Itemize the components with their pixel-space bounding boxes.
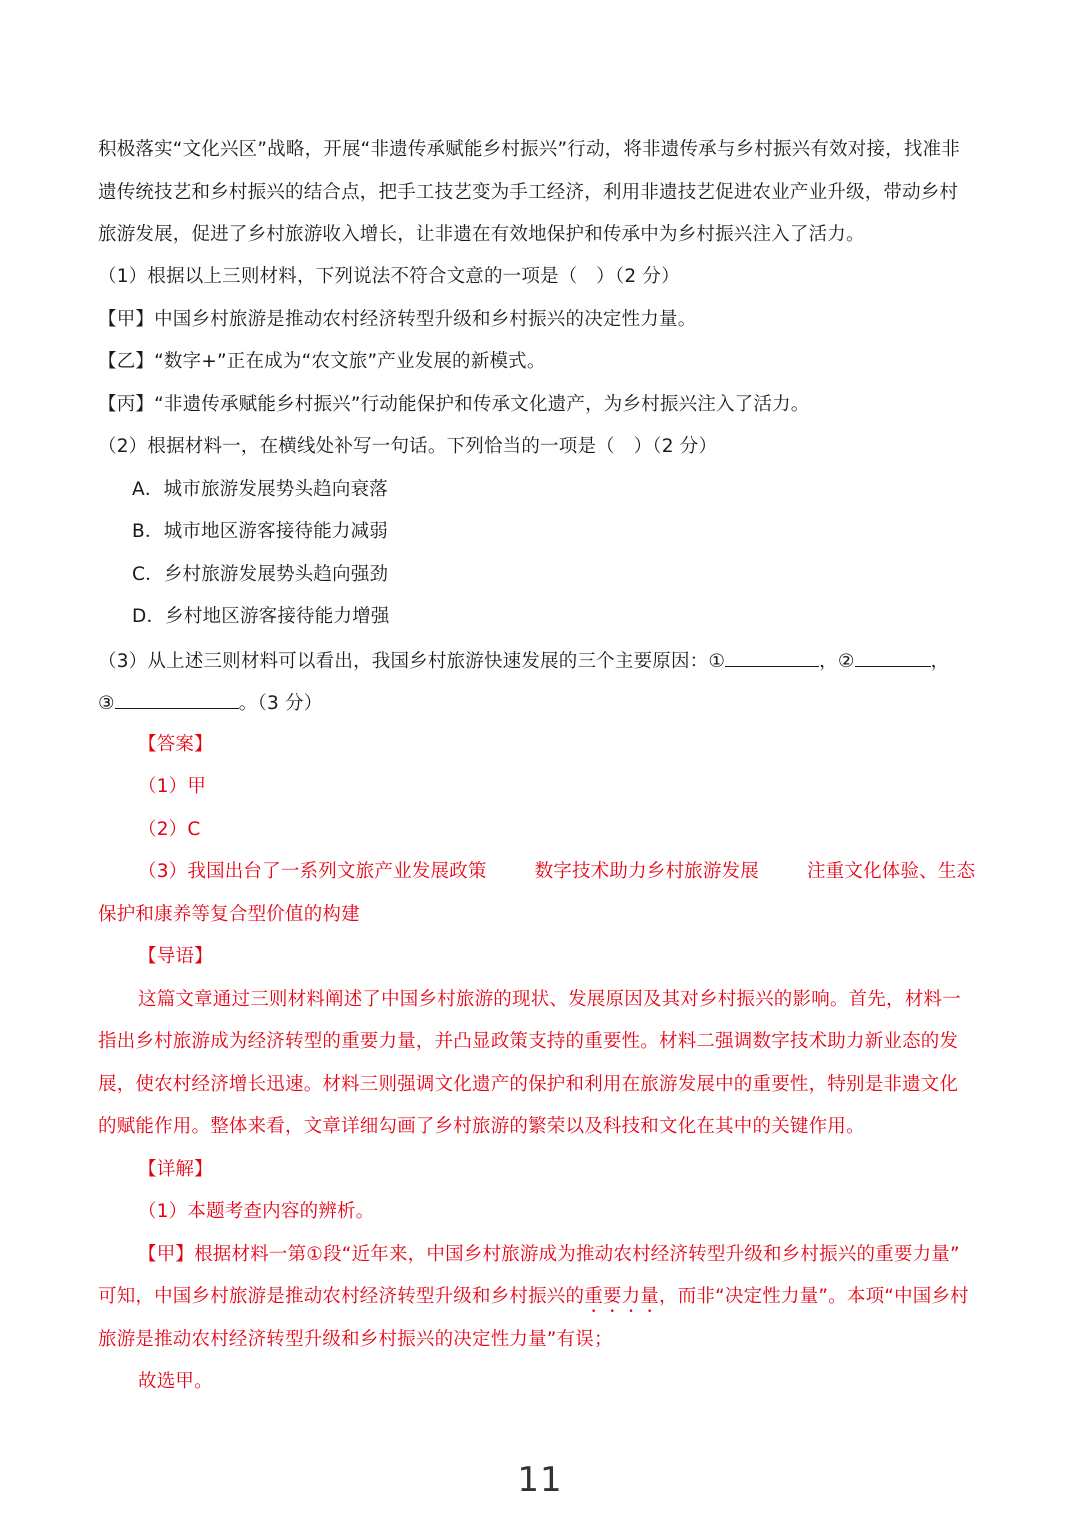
- material-paragraph-line: 积极落实“文化兴区”战略，开展“非遗传承赋能乡村振兴”行动，将非遗传承与乡村振兴有效对接，找准非: [98, 139, 960, 160]
- guide-heading: 【导语】: [138, 946, 213, 967]
- guide-line: 展，使农村经济增长迅速。材料三则强调文化遗产的保护和利用在旅游发展中的重要性，特别是非遗文化: [98, 1074, 959, 1095]
- explain-line: （1）本题考查内容的辨析。: [138, 1201, 375, 1222]
- answer-blank-3: [115, 690, 239, 709]
- explain-line: [98, 1285, 988, 1317]
- question-3-continued: [98, 690, 988, 716]
- guide-line: 指出乡村旅游成为经济转型的重要力量，并凸显政策支持的重要性。材料二强调数字技术助力新业态的发: [98, 1031, 959, 1052]
- option-a: A．城市旅游发展势头趋向衰落: [132, 479, 388, 500]
- question-3-sep: ，②: [819, 651, 855, 672]
- question-2: （2）根据材料一，在横线处补写一句话。下列恰当的一项是（ ）（2 分）: [98, 436, 718, 457]
- answer-1: （1）甲: [138, 776, 207, 797]
- answer-heading: 【答案】: [138, 734, 213, 755]
- explain-heading: 【详解】: [138, 1159, 213, 1180]
- circle-three: ③: [98, 693, 115, 714]
- option-c: C．乡村旅游发展势头趋向强劲: [132, 564, 389, 585]
- answer-3-part: （3）我国出台了一系列文旅产业发展政策: [138, 861, 487, 882]
- explain-line: 旅游是推动农村经济转型升级和乡村振兴的决定性力量”有误；: [98, 1329, 613, 1350]
- answer-3-part: 数字技术助力乡村旅游发展: [534, 861, 759, 882]
- answer-blank-2: [855, 648, 931, 667]
- material-paragraph-line: 遗传统技艺和乡村振兴的结合点，把手工技艺变为手工经济，利用非遗技艺促进农业产业升级，带动乡村: [98, 182, 959, 203]
- explain-text: 可知，中国乡村旅游是推动农村经济转型升级和乡村振兴的: [98, 1286, 585, 1307]
- explain-text: ，而非“决定性力量”。本项“中国乡村: [659, 1286, 969, 1307]
- page-number: 11: [517, 1460, 563, 1500]
- option-b: B．城市地区游客接待能力减弱: [132, 521, 388, 542]
- material-paragraph-line: 旅游发展，促进了乡村旅游收入增长，让非遗在有效地保护和传承中为乡村振兴注入了活力。: [98, 224, 865, 245]
- explain-line: 【甲】根据材料一第①段“近年来，中国乡村旅游成为推动农村经济转型升级和乡村振兴的重要力量”: [138, 1244, 960, 1265]
- emphasized-text: 重要力量: [584, 1286, 660, 1307]
- question-3-sep: ，: [930, 651, 950, 672]
- question-1: （1）根据以上三则材料，下列说法不符合文意的一项是（ ）（2 分）: [98, 266, 680, 287]
- question-3-text: （3）从上述三则材料可以看出，我国乡村旅游快速发展的三个主要原因：①: [98, 651, 726, 672]
- explain-conclusion: 故选甲。: [138, 1371, 213, 1392]
- answer-3: [138, 860, 1028, 884]
- question-3-suffix: 。（3 分）: [238, 693, 323, 714]
- option-jia: 【甲】中国乡村旅游是推动农村经济转型升级和乡村振兴的决定性力量。: [98, 309, 697, 330]
- option-yi: 【乙】“数字+”正在成为“农文旅”产业发展的新模式。: [98, 351, 546, 372]
- option-bing: 【丙】“非遗传承赋能乡村振兴”行动能保护和传承文化遗产，为乡村振兴注入了活力。: [98, 394, 810, 415]
- answer-3-continued: 保护和康养等复合型价值的构建: [98, 904, 360, 925]
- option-d: D．乡村地区游客接待能力增强: [132, 606, 390, 627]
- answer-2: （2）C: [138, 819, 201, 840]
- answer-3-part: 注重文化体验、生态: [806, 861, 976, 882]
- answer-blank-1: [725, 648, 819, 667]
- question-3: [98, 648, 988, 674]
- guide-line: 这篇文章通过三则材料阐述了中国乡村旅游的现状、发展原因及其对乡村振兴的影响。首先，材料一: [138, 989, 961, 1010]
- guide-line: 的赋能作用。整体来看，文章详细勾画了乡村旅游的繁荣以及科技和文化在其中的关键作用。: [98, 1116, 865, 1137]
